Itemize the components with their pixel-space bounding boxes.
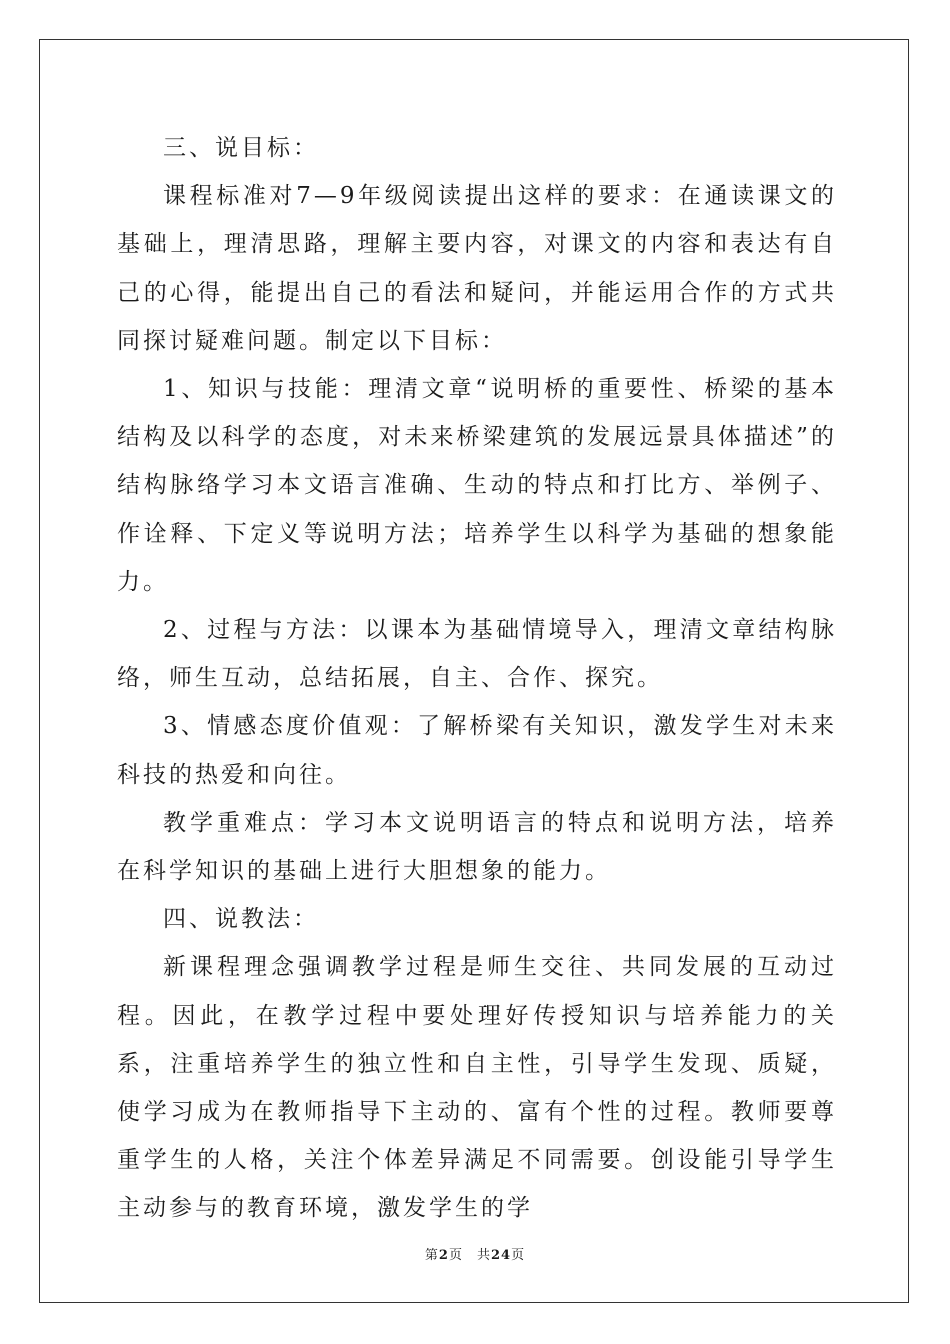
page-prefix: 第 — [424, 1248, 439, 1263]
section-heading-goals: 三、说目标： — [163, 135, 319, 161]
paragraph-curriculum-standard: 课程标准对7—9年级阅读提出这样的要求：在通读课文的基础上，理清思路，理解主要内容，对课文的内容和表达有自己的心得，能提出自己的看法和疑问，并能运用合作的方式共同探讨疑难问题。制定以下目标： — [117, 183, 837, 354]
paragraph-goal-emotion: 3、情感态度价值观：了解桥梁有关知识，激发学生对未来科技的热爱和向往。 — [117, 713, 837, 788]
total-prefix: 共 — [476, 1248, 491, 1263]
page-footer — [0, 1244, 950, 1263]
paragraph-goal-process: 2、过程与方法：以课本为基础情境导入，理清文章结构脉络，师生互动，总结拓展，自主、合作、探究。 — [117, 617, 837, 692]
section-heading-methods: 四、说教法： — [163, 906, 319, 933]
page-total: 24 — [490, 1248, 512, 1263]
total-suffix: 页 — [511, 1248, 526, 1263]
paragraph-goal-knowledge: 1、知识与技能：理清文章“说明桥的重要性、桥梁的基本结构及以科学的态度，对未来桥梁建筑的发展远景具体描述”的结构脉络学习本文语言准确、生动的特点和打比方、举例子、作诠释、下定义等说明方法；培养学生以科学为基础的想象能力。 — [117, 376, 837, 595]
document-body — [117, 124, 837, 1233]
page-current: 2 — [438, 1248, 449, 1263]
paragraph-teaching-methods: 新课程理念强调教学过程是师生交往、共同发展的互动过程。因此，在教学过程中要处理好传授知识与培养能力的关系，注重培养学生的独立性和自主性，引导学生发现、质疑，使学习成为在教师指导下主动的、富有个性的过程。教师要尊重学生的人格，关注个体差异满足不同需要。创设能引导学生主动参与的教育环境，激发学生的学 — [117, 954, 837, 1222]
page-suffix: 页 — [448, 1248, 463, 1263]
paragraph-key-difficulties: 教学重难点：学习本文说明语言的特点和说明方法，培养在科学知识的基础上进行大胆想象的能力。 — [117, 809, 837, 885]
